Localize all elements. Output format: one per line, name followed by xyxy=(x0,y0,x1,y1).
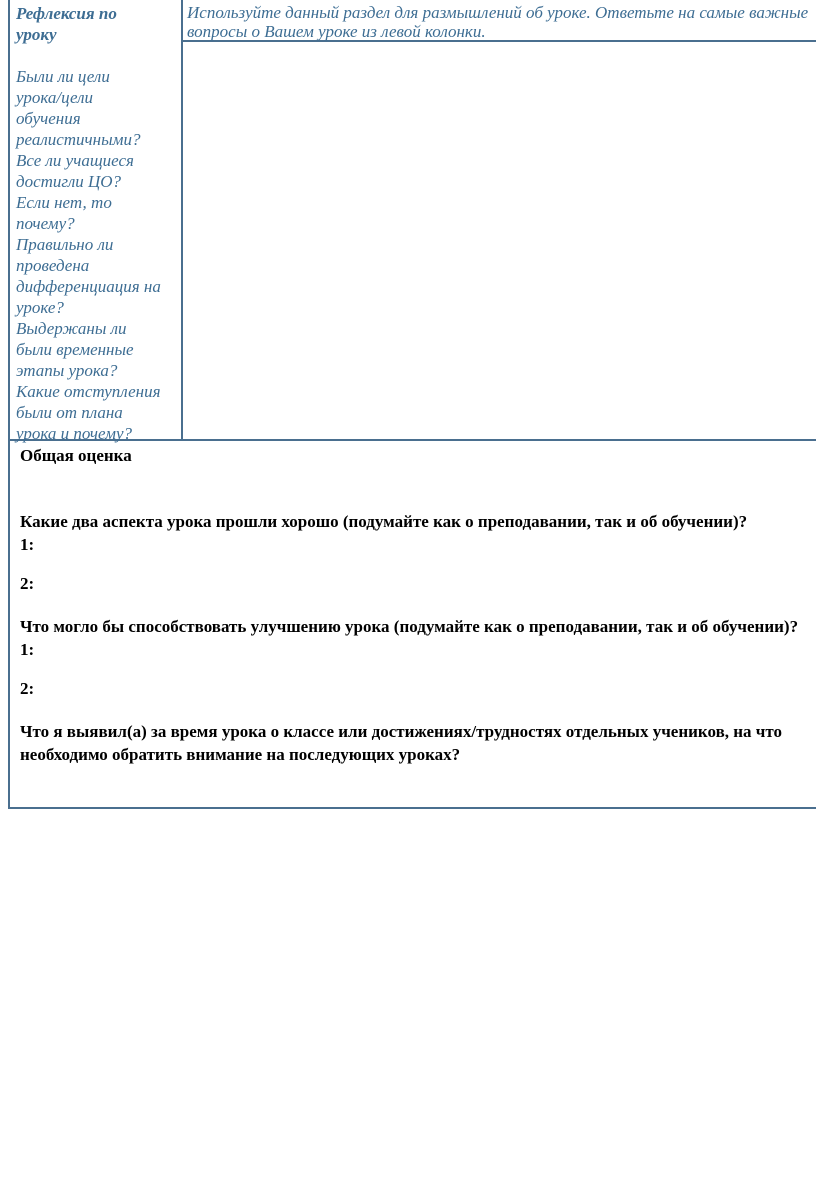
spacer xyxy=(20,661,808,677)
spacer xyxy=(20,467,808,510)
reflection-table-row xyxy=(8,0,816,441)
spacer xyxy=(20,556,808,572)
question-improvement: Что могло бы способствовать улучшению урока (подумайте как о преподавании, так и об обучении)? xyxy=(20,617,799,636)
answer-label-2: 2: xyxy=(20,679,35,698)
reflection-answer-column xyxy=(183,0,816,439)
answer-label-1: 1: xyxy=(20,535,35,554)
spacer xyxy=(20,700,808,720)
question-went-well: Какие два аспекта урока прошли хорошо (подумайте как о преподавании, так и об обучении)? xyxy=(20,512,748,531)
spacer xyxy=(20,595,808,615)
question-class-observations: Что я выявил(а) за время урока о классе или достижениях/трудностях отдельных учеников, на что необходимо обратить внимание на последующих уроках? xyxy=(20,722,783,764)
reflection-questions-text: Были ли цели урока/цели обучения реалистичными? Все ли учащиеся достигли ЦО? Если нет, то почему? Правильно ли проведена дифференциация на уроке? Выдержаны ли были временные этапы урока? Какие отступления были от плана урока и почему? xyxy=(16,67,161,443)
overall-assessment-cell xyxy=(8,441,816,809)
reflection-answer-cell[interactable] xyxy=(183,42,816,437)
assessment-heading: Общая оценка xyxy=(20,446,132,465)
reflection-title: Рефлексия по уроку xyxy=(16,4,117,44)
reflection-instruction: Используйте данный раздел для размышлений об уроке. Ответьте на самые важные вопросы о Вашем уроке из левой колонки. xyxy=(183,0,816,42)
reflection-questions-cell xyxy=(10,0,183,443)
answer-label-1: 1: xyxy=(20,640,35,659)
answer-label-2: 2: xyxy=(20,574,35,593)
